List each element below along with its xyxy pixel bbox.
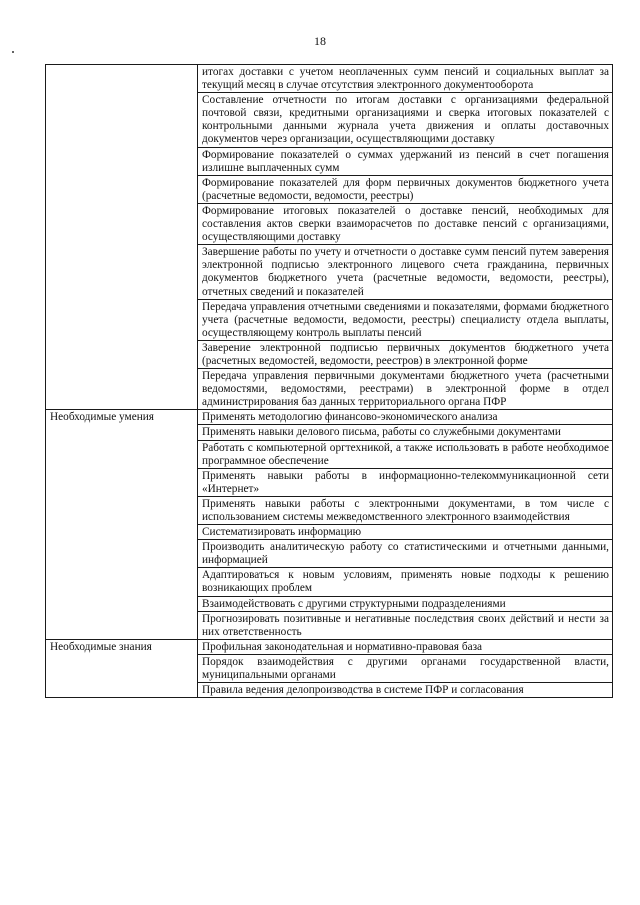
requirement-item: Правила ведения делопроизводства в системе ПФР и согласования	[198, 683, 613, 698]
requirement-item: Составление отчетности по итогам доставки с организациями федеральной почтовой связи, кредитными организациями и сверка итоговых показателей с контрольными данными журнала учета движения и оплаты доставочных документов через организации, осуществляющими доставку	[198, 93, 613, 147]
requirement-item: Передача управления отчетными сведениями и показателями, формами бюджетного учета (расчетные ведомости, ведомости, реестры) специалисту отдела выплаты, осуществляющему контроль выплаты пенсий	[198, 299, 613, 340]
requirement-item: Формирование показателей для форм первичных документов бюджетного учета (расчетные ведомости, ведомости, реестры)	[198, 175, 613, 203]
requirement-item: Прогнозировать позитивные и негативные последствия своих действий и нести за них ответственность	[198, 611, 613, 639]
requirement-item: Формирование итоговых показателей о доставке пенсий, необходимых для составления актов сверки взаиморасчетов по доставке пенсий с организациями, осуществляющими доставку	[198, 203, 613, 244]
requirement-item: Систематизировать информацию	[198, 525, 613, 540]
section-title-cell	[46, 65, 198, 410]
page-number: 18	[314, 34, 326, 48]
section-title-cell: Необходимые знания	[46, 639, 198, 697]
table-row	[46, 65, 613, 93]
requirement-item: Завершение работы по учету и отчетности о доставке сумм пенсий путем заверения электронной подписью электронного лицевого счета гражданина, первичных документов бюджетного учета (расчетные ведомости, ведомости, реестры), отчетных сведений и показателей	[198, 245, 613, 299]
requirement-item: Профильная законодательная и нормативно-правовая база	[198, 639, 613, 654]
requirements-table-body	[46, 65, 613, 698]
requirement-item: Взаимодействовать с другими структурными подразделениями	[198, 596, 613, 611]
requirement-item: Заверение электронной подписью первичных документов бюджетного учета (расчетных ведомостей, ведомости, реестров) в электронной форме	[198, 340, 613, 368]
requirement-item: итогах доставки с учетом неоплаченных сумм пенсий и социальных выплат за текущий месяц в случае отсутствия электронного документооборота	[198, 65, 613, 93]
requirement-item: Передача управления первичными документами бюджетного учета (расчетными ведомостями, ведомостями, реестрами) в электронной форме в отдел администрирования баз данных территориального органа ПФР	[198, 369, 613, 410]
requirement-item: Применять навыки делового письма, работы со служебными документами	[198, 425, 613, 440]
requirements-table	[45, 64, 613, 698]
requirement-item: Применять навыки работы в информационно-телекоммуникационной сети «Интернет»	[198, 468, 613, 496]
requirement-item: Применять навыки работы с электронными документами, в том числе с использованием системы межведомственного электронного взаимодействия	[198, 496, 613, 524]
table-row	[46, 410, 613, 425]
requirement-item: Формирование показателей о суммах удержаний из пенсий в счет погашения излишне выплаченных сумм	[198, 147, 613, 175]
section-title-cell: Необходимые умения	[46, 410, 198, 640]
requirement-item: Адаптироваться к новым условиям, применять новые подходы к решению возникающих проблем	[198, 568, 613, 596]
requirement-item: Производить аналитическую работу со статистическими и отчетными данными, информацией	[198, 540, 613, 568]
requirement-item: Работать с компьютерной оргтехникой, а также использовать в работе необходимое программное обеспечение	[198, 440, 613, 468]
table-row	[46, 639, 613, 654]
requirement-item: Применять методологию финансово-экономического анализа	[198, 410, 613, 425]
scan-dot-mark	[12, 51, 14, 53]
requirement-item: Порядок взаимодействия с другими органами государственной власти, муниципальными органами	[198, 654, 613, 682]
